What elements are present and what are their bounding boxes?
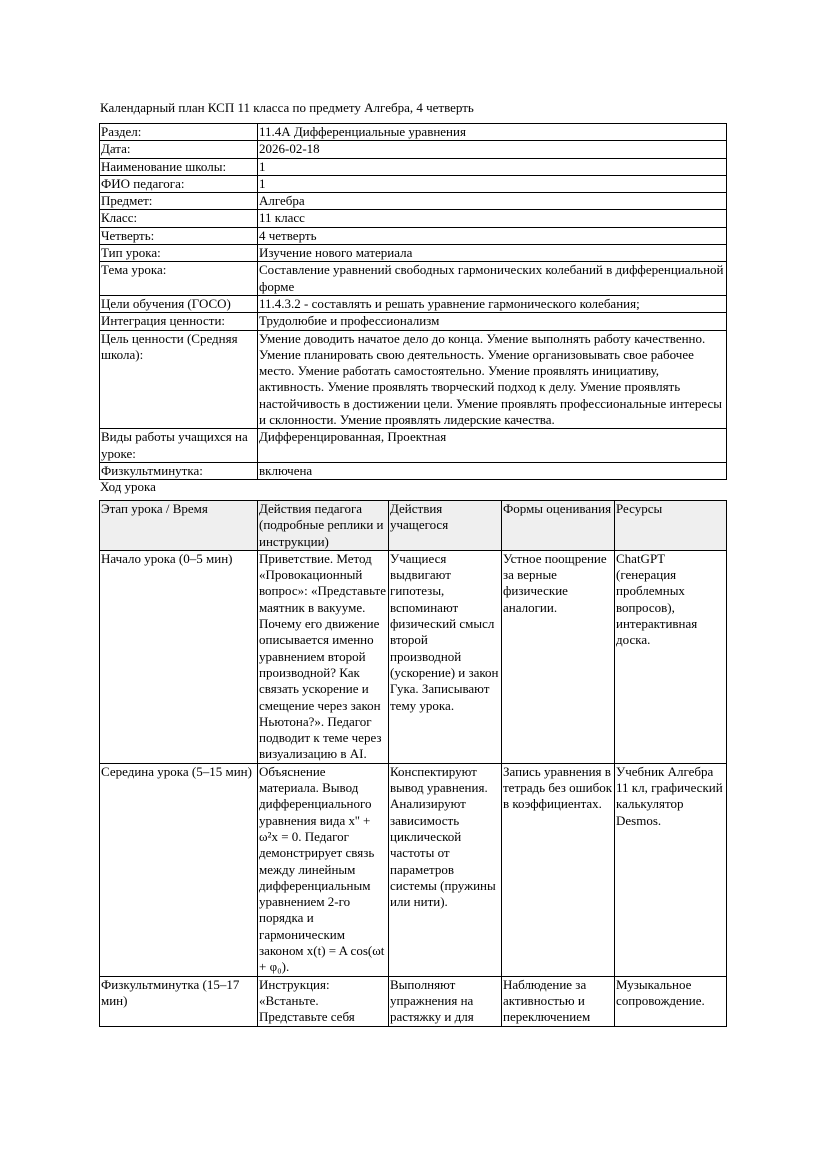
info-value: Составление уравнений свободных гармонических колебаний в дифференциальной форме [258,262,727,296]
info-row [100,158,727,175]
info-key: Предмет: [100,193,258,210]
info-key: Тип урока: [100,245,258,262]
info-key: ФИО педагога: [100,175,258,192]
info-value: 11.4.3.2 - составлять и решать уравнение гармонического колебания; [258,295,727,312]
plan-cell: Конспектируют вывод уравнения. Анализируют зависимость циклической частоты от параметров системы (пружины или нити). [389,763,502,976]
plan-column-header: Ресурсы [615,501,727,551]
info-value: Дифференцированная, Проектная [258,429,727,463]
plan-cell: Учащиеся выдвигают гипотезы, вспоминают физический смысл второй производной (ускорение) и закон Гука. Записывают тему урока. [389,550,502,763]
plan-cell: ChatGPT (генерация проблемных вопросов), интерактивная доска. [615,550,727,763]
info-value: 2026-02-18 [258,141,727,158]
info-key: Дата: [100,141,258,158]
plan-cell: Инструкция: «Встаньте. Представьте себя [258,976,389,1026]
plan-cell: Начало урока (0–5 мин) [100,550,258,763]
info-key: Тема урока: [100,262,258,296]
plan-column-header: Формы оценивания [502,501,615,551]
plan-cell: Середина урока (5–15 мин) [100,763,258,976]
plan-cell: Наблюдение за активностью и переключением [502,976,615,1026]
info-value: 1 [258,175,727,192]
info-row [100,141,727,158]
info-key: Четверть: [100,227,258,244]
info-row [100,175,727,192]
info-value: Изучение нового материала [258,245,727,262]
info-row [100,462,727,479]
info-row [100,330,727,429]
info-value: 4 четверть [258,227,727,244]
plan-header-row [100,501,727,551]
info-value: 11 класс [258,210,727,227]
lesson-info-table [99,123,727,480]
plan-column-header: Действия учащегося [389,501,502,551]
info-key: Физкультминутка: [100,462,258,479]
plan-row [100,550,727,763]
plan-cell: Физкультминутка (15–17 мин) [100,976,258,1026]
info-key: Цель ценности (Средняя школа): [100,330,258,429]
plan-cell: Устное поощрение за верные физические аналогии. [502,550,615,763]
info-value: Алгебра [258,193,727,210]
info-key: Цели обучения (ГОСО) [100,295,258,312]
info-row [100,193,727,210]
plan-cell: Учебник Алгебра 11 кл, графический калькулятор Desmos. [615,763,727,976]
info-value: 11.4А Дифференциальные уравнения [258,124,727,141]
info-row [100,227,727,244]
info-value: Умение доводить начатое дело до конца. Умение выполнять работу качественно. Умение планировать свою деятельность. Умение организовывать свое рабочее место. Умение работать самостоятельно. Умение проявлять инициативу, активность. Умение проявлять творческий подход к делу. Умение проявлять настойчивость в достижении цели. Умение проявлять профессиональные интересы и склонности. Умение проявлять лидерские качества. [258,330,727,429]
plan-cell: Приветствие. Метод «Провокационный вопрос»: «Представьте маятник в вакууме. Почему его движение описывается именно уравнением второй производной? Как связать ускорение и смещение через закон Ньютона?». Педагог подводит к теме через визуализацию в AI. [258,550,389,763]
info-row [100,245,727,262]
info-key: Интеграция ценности: [100,313,258,330]
plan-cell: Музыкальное сопровождение. [615,976,727,1026]
info-row [100,210,727,227]
info-value: Трудолюбие и профессионализм [258,313,727,330]
info-row [100,295,727,312]
info-row [100,429,727,463]
plan-column-header: Действия педагога (подробные реплики и инструкции) [258,501,389,551]
plan-cell: Объяснение материала. Вывод дифференциального уравнения вида x'' + ω²x = 0. Педагог демонстрирует связь между линейным дифференциальным уравнением 2-го порядка и гармоническим законом x(t) = A cos(ωt + φ₀). [258,763,389,976]
info-row [100,313,727,330]
lesson-flow-heading: Ход урока [100,479,156,494]
plan-column-header: Этап урока / Время [100,501,258,551]
info-key: Наименование школы: [100,158,258,175]
info-value: 1 [258,158,727,175]
info-row [100,124,727,141]
info-row [100,262,727,296]
document-title: Календарный план КСП 11 класса по предмету Алгебра, 4 четверть [100,100,474,115]
plan-row [100,763,727,976]
info-key: Виды работы учащихся на уроке: [100,429,258,463]
info-key: Класс: [100,210,258,227]
lesson-plan-table [99,500,727,1027]
plan-row [100,976,727,1026]
plan-cell: Выполняют упражнения на растяжку и для [389,976,502,1026]
plan-cell: Запись уравнения в тетрадь без ошибок в коэффициентах. [502,763,615,976]
info-value: включена [258,462,727,479]
info-key: Раздел: [100,124,258,141]
